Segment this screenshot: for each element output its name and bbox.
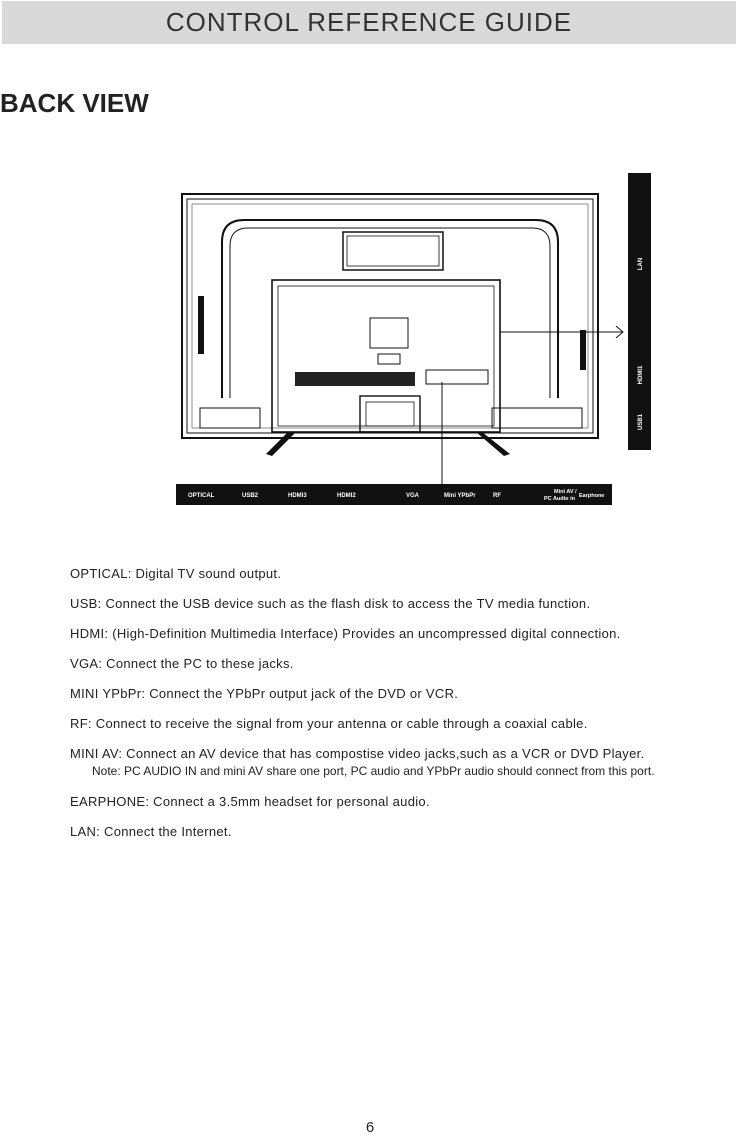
desc-earphone: EARPHONE: Connect a 3.5mm headset for personal audio. — [70, 794, 430, 809]
bottom-port-label: RF — [493, 493, 501, 499]
page-number: 6 — [365, 1119, 375, 1136]
side-port-panel — [628, 173, 651, 450]
desc-lan: LAN: Connect the Internet. — [70, 824, 232, 839]
desc-optical: OPTICAL: Digital TV sound output. — [70, 566, 282, 581]
page-title: CONTROL REFERENCE GUIDE — [165, 7, 573, 37]
bottom-port-label: HDMI2 — [337, 493, 356, 499]
tv-back-diagram — [170, 170, 670, 510]
side-port-label: USB1 — [638, 413, 644, 431]
bottom-port-label: Mini YPbPr — [444, 493, 476, 499]
side-port-label: HDMI1 — [638, 365, 644, 385]
header-bar — [2, 1, 736, 44]
pc-audio-label: PC Audio in — [544, 496, 575, 502]
desc-hdmi: HDMI: (High-Definition Multimedia Interface) Provides an uncompressed digital connection. — [70, 626, 621, 641]
bottom-port-label: OPTICAL — [188, 493, 215, 499]
bottom-port-label: HDMI3 — [288, 493, 307, 499]
mini-av-label: Mini AV / — [554, 489, 577, 495]
side-port-label: LAN — [638, 257, 644, 271]
desc-mini-ypbpr: MINI YPbPr: Connect the YPbPr output jack of the DVD or VCR. — [70, 686, 459, 701]
bottom-port-panel — [176, 484, 612, 505]
section-title: BACK VIEW — [0, 88, 149, 118]
bottom-port-label: USB2 — [242, 493, 259, 499]
earphone-port-label: Earphone — [579, 493, 605, 499]
desc-usb: USB: Connect the USB device such as the flash disk to access the TV media function. — [70, 596, 591, 611]
desc-vga: VGA: Connect the PC to these jacks. — [70, 656, 294, 671]
desc-mini-av: MINI AV: Connect an AV device that has compostise video jacks,such as a VCR or DVD Player. — [70, 746, 645, 761]
tv-body — [182, 194, 623, 484]
desc-rf: RF: Connect to receive the signal from your antenna or cable through a coaxial cable. — [70, 716, 588, 731]
desc-mini-av-note: Note: PC AUDIO IN and mini AV share one port, PC audio and YPbPr audio should connect from this port. — [92, 764, 655, 778]
bottom-port-label: VGA — [406, 493, 420, 499]
